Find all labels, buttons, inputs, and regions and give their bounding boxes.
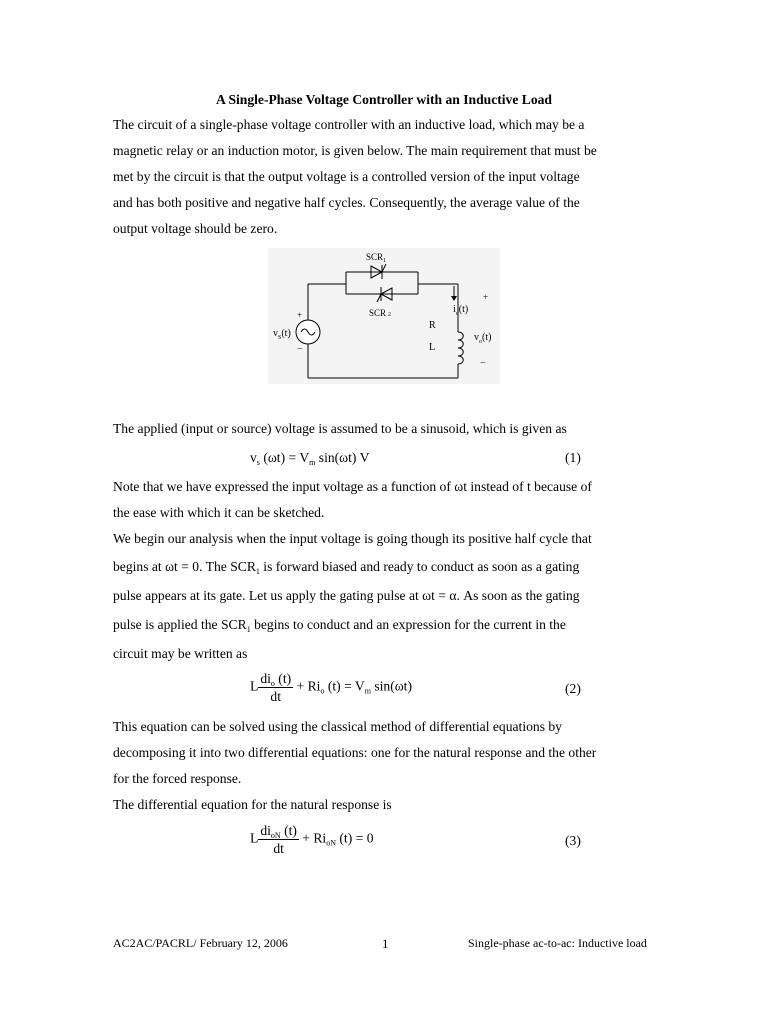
source-minus-sign: − (297, 344, 303, 355)
method-line: decomposing it into two differential equations: one for the natural response and the other (113, 745, 597, 760)
analysis-line: pulse appears at its gate. Let us apply the gating pulse at ωt = α. As soon as the gating (113, 588, 580, 603)
analysis-line: circuit may be written as (113, 646, 248, 661)
analysis-line: We begin our analysis when the input voltage is going though its positive half cycle that (113, 531, 592, 546)
scr2-label: SCR 2 (369, 308, 392, 318)
method-line: for the forced response. (113, 771, 242, 786)
equation-2-number: (2) (565, 681, 581, 696)
natural-response-line: The differential equation for the natural response is (113, 797, 392, 812)
equation-1-number: (1) (565, 450, 581, 465)
method-line: This equation can be solved using the classical method of differential equations by (113, 719, 562, 734)
intro-line: output voltage should be zero. (113, 221, 278, 236)
intro-line: and has both positive and negative half cycles. Consequently, the average value of the (113, 195, 580, 210)
intro-line: The circuit of a single-phase voltage controller with an inductive load, which may be a (113, 117, 585, 132)
equation-3-fraction: $\frac{di_{oN} (t)}{dt}$ (260, 823, 297, 856)
note-line: Note that we have expressed the input voltage as a function of ωt instead of t because of (113, 479, 592, 494)
source-line: The applied (input or source) voltage is assumed to be a sinusoid, which is given as (113, 421, 567, 436)
footer-left: AC2AC/PACRL/ February 12, 2006 (113, 936, 288, 950)
output-voltage-label: $v_o(t)$ (474, 332, 492, 345)
note-line: the ease with which it can be sketched. (113, 505, 325, 520)
source-voltage-label: $v_S(t)$ (273, 328, 291, 341)
analysis-paragraph (113, 526, 658, 668)
footer-right: Single-phase ac-to-ac: Inductive load (468, 936, 647, 950)
output-minus-sign: − (480, 358, 486, 369)
intro-line: met by the circuit is that the output voltage is a controlled version of the input voltage (113, 169, 580, 184)
note-paragraph (113, 474, 658, 526)
equation-3: L $\frac{di_{oN} (t)}{dt}$ + $Ri_{oN}$ (t) = 0 (250, 823, 374, 856)
equation-2: L $\frac{di_o (t)}{dt}$ + $Ri_o$ $(t) = V_m$ sin(ωt) (250, 671, 412, 704)
current-label: $i_o(t)$ (453, 304, 469, 317)
natural-response-paragraph (113, 792, 658, 818)
equation-3-number: (3) (565, 833, 581, 848)
circuit-diagram (268, 248, 500, 384)
page-title: A Single-Phase Voltage Controller with an Inductive Load (216, 92, 552, 107)
analysis-line: begins at ωt = 0. The $SCR_1$ is forward biased and ready to conduct as soon as a gating (113, 559, 580, 576)
output-plus-sign: + (483, 292, 489, 302)
equation-2-fraction: $\frac{di_o (t)}{dt}$ (260, 671, 292, 704)
intro-line: magnetic relay or an induction motor, is given below. The main requirement that must be (113, 143, 597, 158)
equation-1: $v_s$ $(\omega t) = V_m$ sin(ωt) V (250, 450, 370, 467)
source-plus-sign: + (297, 310, 303, 320)
analysis-line: pulse is applied the $SCR_1$ begins to conduct and an expression for the current in the (113, 617, 566, 634)
intro-paragraph (113, 112, 658, 242)
ac-source-icon (296, 320, 320, 344)
method-paragraph (113, 714, 658, 792)
inductor-label: L (429, 342, 436, 353)
source-paragraph (113, 416, 658, 442)
scr1-label: $SCR_1$ (366, 252, 387, 264)
page-number: 1 (382, 936, 389, 951)
resistor-label: R (429, 320, 436, 331)
